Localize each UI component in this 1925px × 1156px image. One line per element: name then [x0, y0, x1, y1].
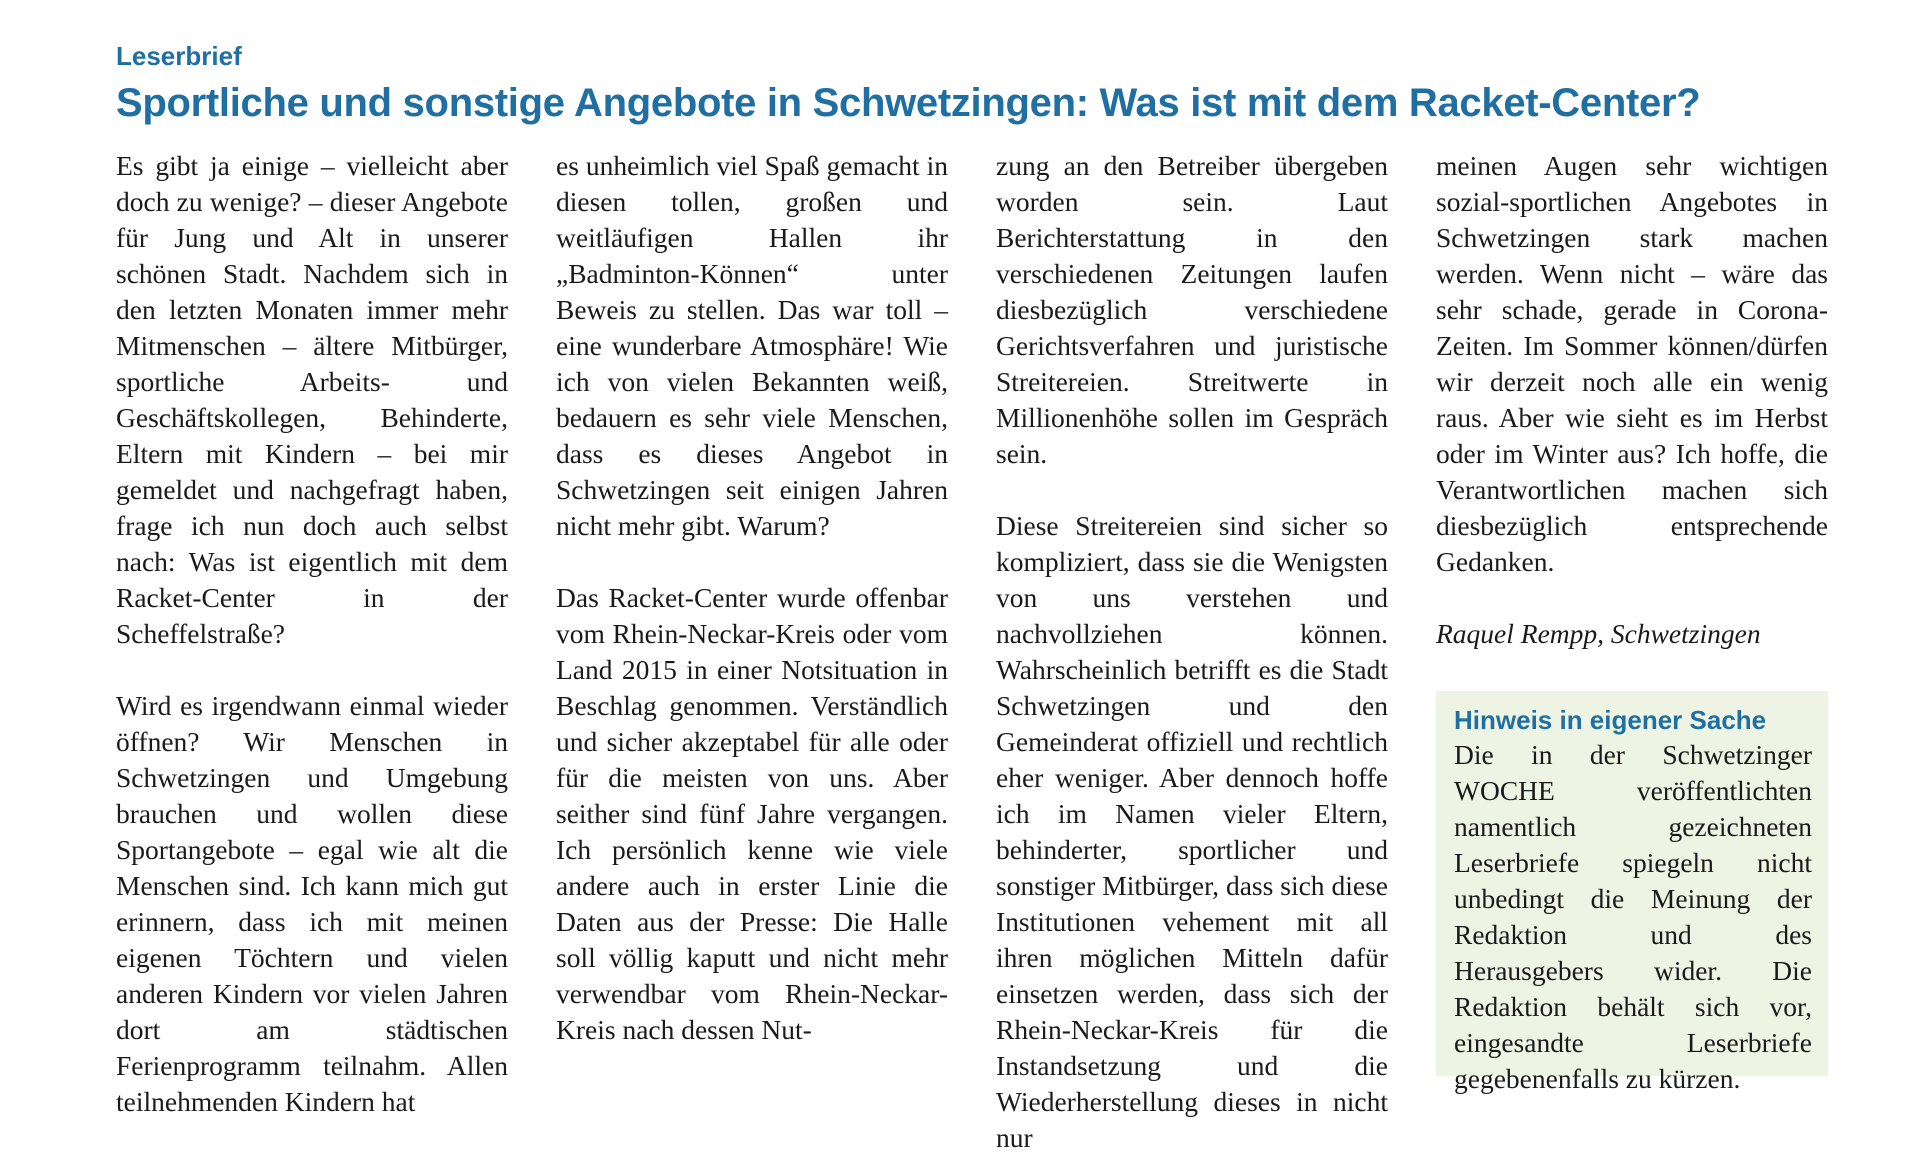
notice-box	[1436, 691, 1828, 1094]
column-1	[116, 148, 508, 1120]
column-2	[556, 148, 948, 1048]
notice-title: Hinweis in eigener Sache	[1454, 705, 1767, 735]
article-kicker: Leserbrief	[116, 41, 242, 71]
author-signature: Raquel Rempp, Schwetzingen	[1436, 618, 1761, 649]
column-3	[996, 148, 1388, 1156]
notice-text: Die in der Schwetzinger WOCHE veröffentlichten namentlich gezeichneten Leserbriefe spiegeln nicht unbedingt die Meinung der Redaktion und des Herausgebers wider. Die Redaktion behält sich vor, eingesandte Leserbriefe gegebenenfalls zu kürzen.	[1454, 739, 1812, 1094]
article-body	[116, 148, 1828, 1153]
paragraph: zung an den Betreiber übergeben worden sein. Laut Berichterstattung in den verschiedenen Zeitungen laufen diesbezüglich verschiedene Gerichtsverfahren und juristische Streitereien. Streitwerte in Millionenhöhe sollen im Gespräch sein.	[996, 150, 1388, 469]
paragraph: Wird es irgendwann einmal wieder öffnen? Wir Menschen in Schwetzingen und Umgebung brauchen und wollen diese Sportangebote – egal wie alt die Menschen sind. Ich kann mich gut erinnern, dass ich mit meinen eigenen Töchtern und vielen anderen Kindern vor vielen Jahren dort am städtischen Ferienprogramm teilnahm. Allen teilnehmenden Kindern hat	[116, 690, 508, 1117]
paragraph: Es gibt ja einige – vielleicht aber doch zu wenige? – dieser Angebote für Jung und Alt in unserer schönen Stadt. Nachdem sich in den letzten Monaten immer mehr Mitmenschen – ältere Mitbürger, sportliche Arbeits- und Geschäftskollegen, Behinderte, Eltern mit Kindern – bei mir gemeldet und nachgefragt haben, frage ich nun doch auch selbst nach: Was ist eigentlich mit dem Racket-Center in der Scheffelstraße?	[116, 150, 508, 649]
article	[116, 40, 1828, 1153]
paragraph: es unheimlich viel Spaß gemacht in diesen tollen, großen und weitläufigen Hallen ihr „Badminton-Können“ unter Beweis zu stellen. Das war toll – eine wunderbare Atmosphäre! Wie ich von vielen Bekannten weiß, bedauern es sehr viele Menschen, dass es dieses Angebot in Schwetzingen seit einigen Jahren nicht mehr gibt. Warum?	[556, 150, 948, 541]
paragraph: Diese Streitereien sind sicher so kompliziert, dass sie die Wenigsten von uns verstehen und nachvollziehen können. Wahrscheinlich betrifft es die Stadt Schwetzingen und den Gemeinderat offiziell und rechtlich eher weniger. Aber dennoch hoffe ich im Namen vieler Eltern, behinderter, sportlicher und sonstiger Mitbürger, dass sich diese Institutionen vehement mit all ihren möglichen Mitteln dafür einsetzen werden, dass sich der Rhein-Neckar-Kreis für die Instandsetzung und die Wiederherstellung dieses in nicht nur	[996, 510, 1388, 1153]
paragraph: meinen Augen sehr wichtigen sozial-sportlichen Angebotes in Schwetzingen stark machen werden. Wenn nicht – wäre das sehr schade, gerade in Corona-Zeiten. Im Sommer können/dürfen wir derzeit noch alle ein wenig raus. Aber wie sieht es im Herbst oder im Winter aus? Ich hoffe, die Verantwortlichen machen sich diesbezüglich entsprechende Gedanken.	[1436, 150, 1828, 577]
article-headline: Sportliche und sonstige Angebote in Schwetzingen: Was ist mit dem Racket-Center?	[116, 81, 1701, 125]
column-4	[1436, 148, 1828, 652]
paragraph: Das Racket-Center wurde offenbar vom Rhein-Neckar-Kreis oder vom Land 2015 in einer Notsituation in Beschlag genommen. Verständlich und sicher akzeptabel für alle oder für die meisten von uns. Aber seither sind fünf Jahre vergangen. Ich persönlich kenne wie viele andere auch in erster Linie die Daten aus der Presse: Die Halle soll völlig kaputt und nicht mehr verwendbar vom Rhein-Neckar-Kreis nach dessen Nut-	[556, 582, 948, 1045]
